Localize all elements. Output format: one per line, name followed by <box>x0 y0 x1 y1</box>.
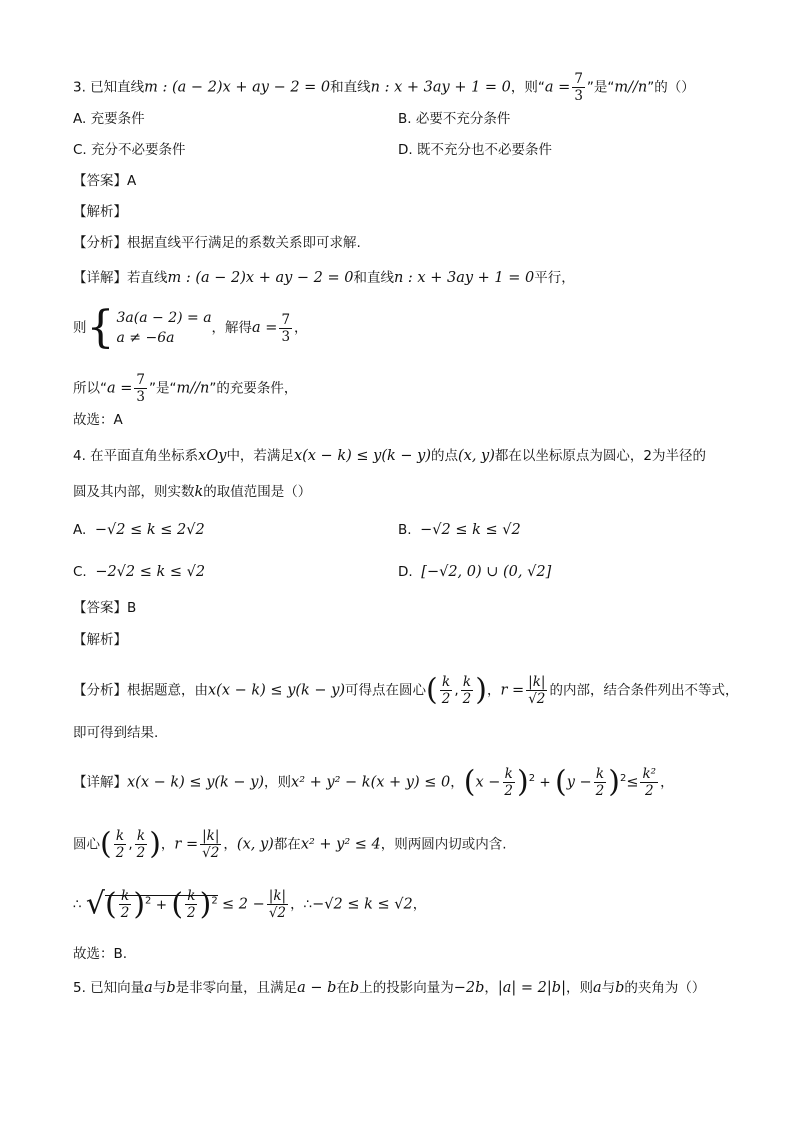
xj-text: 若直线 <box>127 270 168 286</box>
sq: 2 <box>619 773 627 784</box>
equation-system <box>86 302 212 353</box>
q4-therefore <box>73 888 426 921</box>
q3-option-c: C. 充分不必要条件 <box>73 142 186 158</box>
inequality: x(x − k) ≤ y(k − y) <box>127 774 265 791</box>
q3-stem-pre: 3. 已知直线 <box>73 79 145 96</box>
q5-text: 的夹角为（） <box>624 980 706 996</box>
frac-den: 3 <box>136 389 145 405</box>
inequality: x(x − k) ≤ y(k − y) <box>208 682 346 699</box>
q5-text: 上的投影向量为 <box>359 980 454 996</box>
q3-is: ”是“ <box>586 79 615 96</box>
q4-option-b <box>398 520 521 540</box>
q4-inequality: x(x − k) ≤ y(k − y) <box>293 448 431 464</box>
frac-absk-sqrt2 <box>526 674 547 707</box>
xiangjie-tag: 【详解】 <box>73 270 127 286</box>
option-b-math: −√2 ≤ k ≤ √2 <box>420 522 521 538</box>
so-end: ”的充要条件， <box>209 380 298 397</box>
text: ， <box>223 836 237 853</box>
num: |k| <box>202 828 220 844</box>
q3-conclusion <box>73 372 297 405</box>
den: 2 <box>187 905 196 921</box>
frac-num: 7 <box>574 71 583 87</box>
answer-tag: 【答案】 <box>73 600 127 616</box>
q4-xiangjie: 【详解】x(x − k) ≤ y(k − y)，则x² + y² − k(x + y) ≤ 0，(x − $\frac{k}{2}$ )$^2$ + (y − $\frac{k}{2}$ )$^2$≤ $\frac{\text{k²}}{2}$ ， <box>73 764 674 800</box>
den: √2 <box>202 845 220 861</box>
circle-eq: x² + y² ≤ 4 <box>300 836 381 853</box>
num: |k| <box>528 674 546 690</box>
den: 2 <box>120 905 130 921</box>
frac-k-2 <box>461 674 474 707</box>
num: k <box>595 766 605 782</box>
vec-a: a <box>592 980 602 996</box>
option-label: C. <box>73 564 87 580</box>
then: 则 <box>73 320 87 336</box>
q4-fenxi: 【分析】根据题意，由x(x − k) ≤ y(k − y)可得点在圆心( $\frac{k}{2}$ , $\frac{k}{2}$ )，r = $\frac{|k|}{√2}$ 的内部，结合条件列出不等式， <box>73 672 739 708</box>
text: ， <box>412 896 427 913</box>
fenxi-text: 可得点在圆心 <box>345 682 427 699</box>
den: 2 <box>644 783 654 799</box>
q4-option-c <box>73 562 205 582</box>
num: k <box>115 828 125 844</box>
answer-value: B <box>127 600 137 616</box>
paren: ) <box>199 886 212 922</box>
num: |k| <box>268 888 287 904</box>
sys-row-1: 3a(a − 2) = a <box>116 310 212 326</box>
solve-end: ， <box>294 320 308 336</box>
range: −√2 ≤ k ≤ √2 <box>312 896 413 913</box>
q3-line-n: n : x + 3ay + 1 = 0 <box>370 79 511 96</box>
q3-line-m: m : (a − 2)x + ay − 2 = 0 <box>144 79 331 96</box>
r-eq: r = <box>500 682 525 699</box>
den: 2 <box>504 783 513 799</box>
text: ≤ 2 − <box>222 896 265 913</box>
q3-option-a: A. 充要条件 <box>73 111 145 127</box>
q3-and: 和直线 <box>330 79 371 96</box>
xoy: xOy <box>198 448 227 464</box>
frac <box>135 828 148 861</box>
den: 2 <box>441 691 451 707</box>
fenxi-tag: 【分析】 <box>73 682 127 699</box>
paren: ) <box>149 826 161 862</box>
xj-text: 和直线 <box>353 270 394 286</box>
le: ≤ <box>626 774 639 791</box>
frac <box>594 766 607 799</box>
den: 2 <box>595 783 605 799</box>
r-eq: r = <box>174 836 199 853</box>
num: k <box>441 674 451 690</box>
q4-point: (x, y) <box>457 448 495 464</box>
q5-text: 是非零向量，且满足 <box>175 980 298 996</box>
paren: ) <box>608 764 620 800</box>
sys-row-2: a ≠ −6a <box>116 330 175 346</box>
q3-then: ，则“ <box>510 79 545 96</box>
q3-option-b: B. 必要不充分条件 <box>398 111 511 127</box>
num: k <box>504 766 513 782</box>
circle-eq: x² + y² − k(x + y) ≤ 0 <box>291 774 451 791</box>
q5-text: ，则 <box>565 980 593 996</box>
option-label: A. <box>73 522 87 538</box>
text: 都在 <box>273 836 301 853</box>
option-a-math: −√2 ≤ k ≤ 2√2 <box>94 522 205 538</box>
paren: ( <box>100 826 112 862</box>
q5-text: ， <box>484 980 498 996</box>
frac-den: 3 <box>574 88 583 104</box>
paren: ( <box>554 764 567 800</box>
num: k <box>462 674 472 690</box>
paren: ( <box>463 764 476 800</box>
answer-tag: 【答案】 <box>73 173 127 189</box>
sqrt-body: ( $\frac{k}{2}$ )$^2$ + ( $\frac{k}{2}$ )$^2$ <box>105 886 218 922</box>
frac-den: 3 <box>281 328 291 345</box>
parallel: m//n <box>176 380 210 397</box>
fenxi-text: ， <box>486 682 501 699</box>
q3-a-eq: a = <box>544 79 571 96</box>
is: ”是“ <box>149 380 177 397</box>
option-label: D. <box>398 564 413 580</box>
xiangjie-tag: 【详解】 <box>73 774 127 791</box>
frac <box>267 888 288 921</box>
q4-analysis-tag: 【解析】 <box>73 632 127 648</box>
frac-k-2 <box>440 674 453 707</box>
den: 2 <box>136 845 146 861</box>
q3-fenxi <box>73 233 361 253</box>
sq: 2 <box>211 895 218 906</box>
vec-b: b <box>349 980 360 996</box>
q3-stem-end: ”的（） <box>647 79 695 96</box>
q4-stem: 中，若满足 <box>226 448 294 464</box>
q5-text: 与 <box>152 980 167 996</box>
q3-analysis-tag: 【解析】 <box>73 204 127 220</box>
vec-a: a <box>144 980 153 996</box>
answer-value: A <box>127 173 137 189</box>
option-c-math: −2√2 ≤ k ≤ √2 <box>95 564 206 580</box>
frac <box>114 828 127 861</box>
q5-text: 5. 已知向量 <box>73 980 145 996</box>
fraction <box>134 372 147 405</box>
q4-center: 圆心( $\frac{k}{2}$ , $\frac{k}{2}$ )，r = $\frac{|k|}{√2}$ ，(x, y)都在x² + y² ≤ 4，则两圆内切或内含. <box>73 826 507 862</box>
magnitude: |a| = 2|b| <box>497 980 566 996</box>
q5-text: 与 <box>601 980 616 996</box>
option-d-math: [−√2, 0) ∪ (0, √2] <box>421 564 552 580</box>
paren: ) <box>516 764 529 800</box>
a-eq: a = <box>252 320 278 336</box>
fenxi-text: 根据直线平行满足的系数关系即可求解. <box>127 235 361 251</box>
frac <box>119 888 132 921</box>
x-minus: x − <box>475 774 501 791</box>
den: √2 <box>528 691 546 707</box>
vec-diff: a − b <box>297 980 337 996</box>
vec-b: b <box>166 980 176 996</box>
q3-line-m-2: m : (a − 2)x + ay − 2 = 0 <box>167 270 354 286</box>
q4-option-d <box>398 562 551 582</box>
sqrt-sign: √ <box>85 886 106 922</box>
q4-stem-line2 <box>73 482 311 502</box>
q4-stem: 都在以坐标原点为圆心，2为半径的 <box>494 448 706 464</box>
q4-stem-line1 <box>73 446 706 466</box>
num: k <box>120 888 130 904</box>
q4-stem: 圆及其内部，则实数 <box>73 484 195 500</box>
xj-text: ， <box>660 774 674 791</box>
num: k <box>187 888 196 904</box>
den: 2 <box>115 845 125 861</box>
fenxi-text: 根据题意，由 <box>127 682 208 699</box>
sq: 2 <box>528 773 536 784</box>
q3-parallel: m//n <box>614 79 648 96</box>
q3-xiangjie <box>73 268 575 288</box>
q3-stem <box>73 71 695 104</box>
paren: ( <box>426 672 438 708</box>
text: ，∴ <box>290 896 313 913</box>
fraction <box>279 312 292 345</box>
so: 所以“ <box>73 380 107 397</box>
frac <box>200 828 221 861</box>
den: √2 <box>268 905 287 921</box>
q3-line-n-2: n : x + 3ay + 1 = 0 <box>393 270 535 286</box>
xj-text: ，则 <box>264 774 292 791</box>
q4-stem: 的点 <box>430 448 458 464</box>
point: (x, y) <box>236 836 274 853</box>
q4-stem: 4. 在平面直角坐标系 <box>73 448 199 464</box>
solve: ，解得 <box>211 320 253 336</box>
proj: −2b <box>453 980 485 996</box>
frac <box>185 888 198 921</box>
text: ，则两圆内切或内含. <box>380 836 507 853</box>
q4-choose: 故选：B. <box>73 946 128 962</box>
paren: ) <box>133 886 146 922</box>
q5-text: 在 <box>336 980 350 996</box>
q4-option-a <box>73 520 205 540</box>
paren: ( <box>105 886 117 922</box>
q3-choose: 故选：A <box>73 412 123 428</box>
frac <box>502 766 515 799</box>
q3-answer <box>73 171 136 191</box>
text: ， <box>160 836 175 853</box>
q3-system <box>73 302 308 353</box>
frac-k2-2 <box>640 766 658 799</box>
q4-answer <box>73 598 136 618</box>
vec-b: b <box>615 980 625 996</box>
frac-num: 7 <box>281 311 291 328</box>
paren: ( <box>171 886 184 922</box>
k: k <box>194 484 204 500</box>
den: 2 <box>462 691 472 707</box>
brace: { <box>86 302 115 353</box>
paren: ) <box>475 672 487 708</box>
therefore: ∴ <box>73 896 82 913</box>
center-label: 圆心 <box>73 836 100 853</box>
frac-num: 7 <box>136 372 145 388</box>
option-label: B. <box>398 522 412 538</box>
y-minus: y − <box>566 774 592 791</box>
q4-fenxi-2: 即可得到结果. <box>73 725 159 741</box>
q3-fraction <box>572 71 585 104</box>
num: k <box>136 828 145 844</box>
num: k² <box>642 766 657 782</box>
q3-option-d: D. 既不充分也不必要条件 <box>398 142 552 158</box>
xj-text: 平行， <box>534 270 575 286</box>
fenxi-tag: 【分析】 <box>73 235 127 251</box>
a-eq: a = <box>107 380 133 397</box>
fenxi-text: 的内部，结合条件列出不等式， <box>549 682 739 699</box>
xj-text: ， <box>450 774 464 791</box>
sq: 2 <box>145 895 152 906</box>
q4-stem: 的取值范围是（） <box>203 484 312 500</box>
q5-stem <box>73 978 705 998</box>
